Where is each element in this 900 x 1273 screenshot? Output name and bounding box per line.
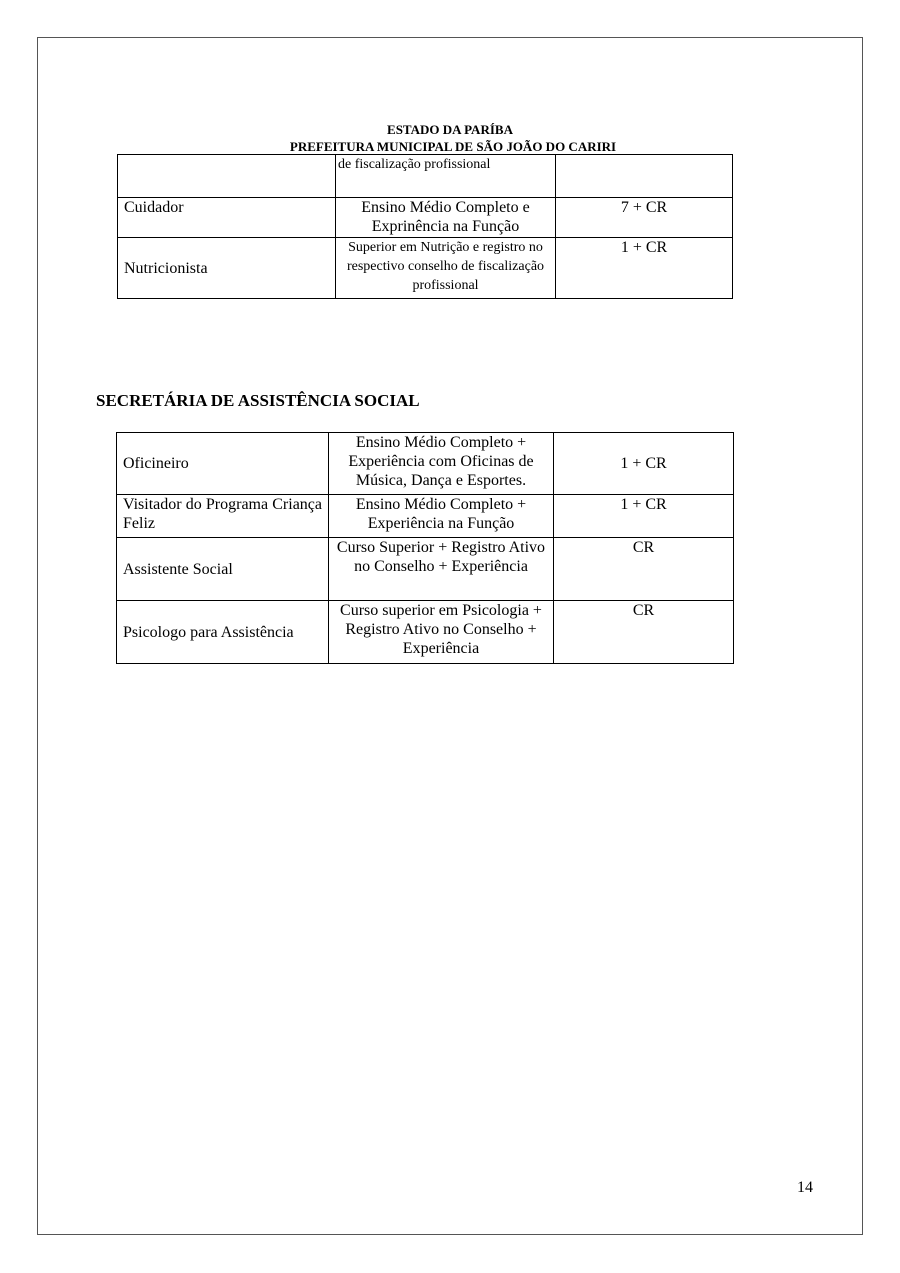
role-cell: Oficineiro <box>117 433 329 495</box>
vacancies-cell <box>556 155 733 198</box>
table-row <box>117 538 734 601</box>
header-state: ESTADO DA PARÍBA <box>387 122 513 137</box>
requirement-cell: Curso superior em Psicologia + Registro Ativo no Conselho + Experiência <box>329 601 554 664</box>
vacancies-cell: 1 + CR <box>554 433 734 495</box>
role-cell <box>118 155 336 198</box>
role-cell: Psicologo para Assistência <box>117 601 329 664</box>
header-municipality: PREFEITURA MUNICIPAL DE SÃO JOÃO DO CARIRI <box>289 139 617 154</box>
vacancies-cell: CR <box>554 538 734 601</box>
positions-table-social <box>116 432 734 664</box>
vacancies-cell: CR <box>554 601 734 664</box>
vacancies-cell: 7 + CR <box>556 198 733 238</box>
table-row <box>117 601 734 664</box>
positions-table-continued <box>117 154 733 299</box>
requirement-cell: Ensino Médio Completo + Experiência na Função <box>329 495 554 538</box>
page-number: 14 <box>797 1179 813 1196</box>
role-cell: Cuidador <box>118 198 336 238</box>
vacancies-cell: 1 + CR <box>554 495 734 538</box>
role-cell: Assistente Social <box>117 538 329 601</box>
requirement-cell: Superior em Nutrição e registro no respectivo conselho de fiscalização profissional <box>336 238 556 299</box>
table-row <box>117 495 734 538</box>
table-row <box>118 198 733 238</box>
section-title: SECRETÁRIA DE ASSISTÊNCIA SOCIAL <box>96 391 420 410</box>
vacancies-cell: 1 + CR <box>556 238 733 299</box>
requirement-cell: de fiscalização profissional <box>336 155 556 198</box>
role-cell: Nutricionista <box>118 238 336 299</box>
role-cell: Visitador do Programa Criança Feliz <box>117 495 329 538</box>
requirement-cell: Ensino Médio Completo e Exprinência na Função <box>336 198 556 238</box>
table-row <box>117 433 734 495</box>
table-row <box>118 238 733 299</box>
requirement-cell: Ensino Médio Completo + Experiência com Oficinas de Música, Dança e Esportes. <box>329 433 554 495</box>
requirement-cell: Curso Superior + Registro Ativo no Conselho + Experiência <box>329 538 554 601</box>
table-row <box>118 155 733 198</box>
